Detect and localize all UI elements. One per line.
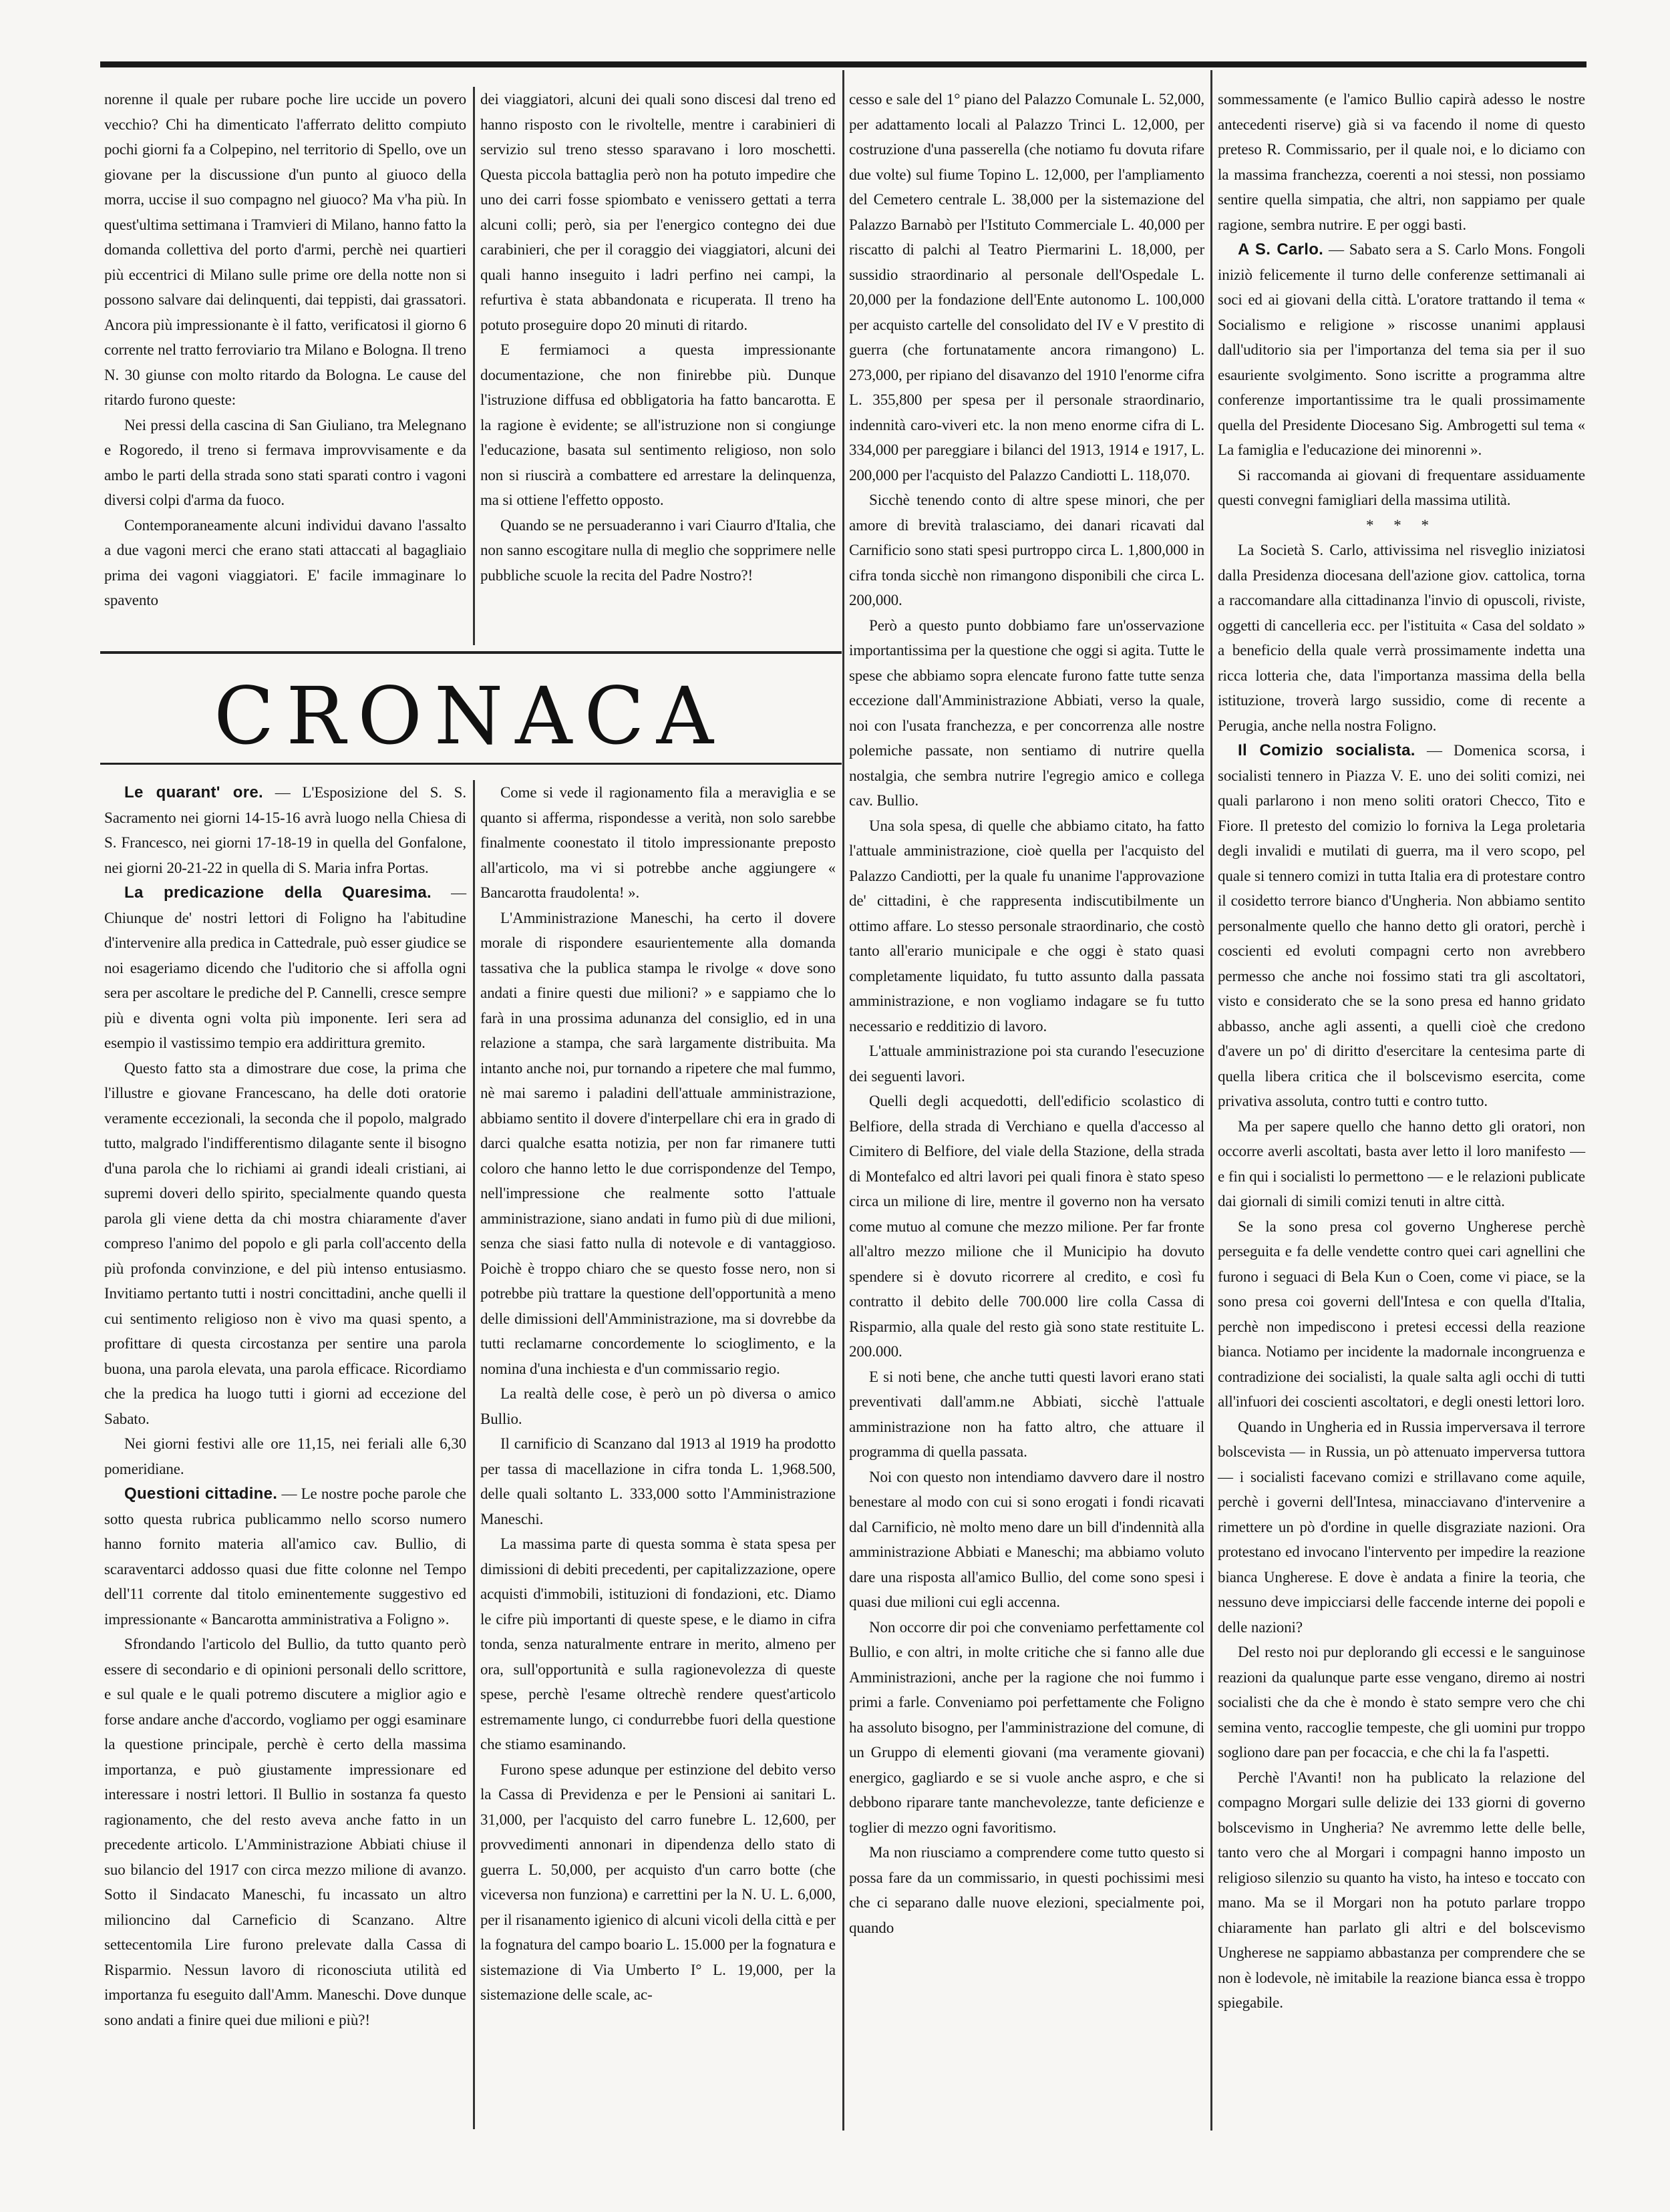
article-paragraph: [480, 513, 836, 588]
column-divider: [1210, 70, 1212, 2131]
article-paragraph: [104, 1632, 466, 2032]
article-paragraph-with-heading: [1218, 237, 1585, 463]
section-rule-top: [100, 651, 842, 654]
article-text: — L'Esposizione del S. S. Sacramento nei giorni 14-15-16 avrà luogo nella Chiesa di S. Francesco, nei giorni 17-18-19 in quella del Gonfalone, nei giorni 20-21-22 in quella di S. Maria infra Portas.: [104, 784, 466, 876]
article-paragraph: [104, 413, 466, 513]
article-text: Il carnificio di Scanzano dal 1913 al 1919 ha prodotto per tassa di macellazione in cifra tonda L. 1,968.500, delle quali soltanto L. 333,000 sotto l'Amministrazione Maneschi.: [480, 1435, 836, 1527]
article-paragraph: [1218, 1214, 1585, 1415]
article-text: La Società S. Carlo, attivissima nel risveglio iniziatosi dalla Presidenza diocesana dell'azione giov. cattolica, torna a raccomandare alla cittadinanza l'invio di opuscoli, riviste, oggetti di cancelleria ecc. per l'istituita « Casa del soldato » a beneficio della quale verrà prossimamente indetta una ricca lotteria che, data l'importanza massima della bella istituzione, troverà largo sussidio, come di recente a Perugia, anche nella nostra Foligno.: [1218, 542, 1585, 734]
article-paragraph: [849, 87, 1204, 488]
article-heading: Le quarant' ore.: [124, 783, 263, 801]
article-paragraph: [104, 513, 466, 613]
article-paragraph: [1218, 87, 1585, 237]
article-paragraph: [480, 1431, 836, 1531]
article-text: Non occorre dir poi che conveniamo perfettamente col Bullio, e con altri, in molte critiche che si fanno alle due Amministrazioni, anche per la ragione che noi fummo i primi a farle. Conveniamo poi perfettamente che Foligno ha assoluto bisogno, per l'amministrazione del comune, di un Gruppo di elementi giovani (ma veramente giovani) energico, gagliardo e se si vuole anche aspro, e che si debbono riparare tante manchevolezze, tante deficienze e toglier di mezzo ogni favoritismo.: [849, 1618, 1204, 1836]
article-text: — Sabato sera a S. Carlo Mons. Fongoli iniziò felicemente il turno delle conferenze settimanali ai soci ed ai giovani della città. L'oratore trattando il tema « Socialismo e religione » riscosse unanimi applausi dall'uditorio sia per l'importanza del tema sia per il suo esauriente svolgimento. Sono iscritte a programma altre conferenze importantissime tra le quali prossimamente quella del Presidente Diocesano Sig. Ambrogetti sul tema « La famiglia e l'educazione dei minorenni ».: [1218, 241, 1585, 458]
article-paragraph: [104, 1431, 466, 1481]
article-text: norenne il quale per rubare poche lire uccide un povero vecchio? Chi ha dimenticato l'afferrato delitto compiuto pochi giorni fa a Colpepino, nel territorio di Spello, ove un giovane per la discussione d'un punto al giuoco della morra, uccise il suo compagno nel giuoco? Ma v'ha più. In quest'ultima settimana i Tramvieri di Milano, hanno fatto la domanda collettiva del porto d'armi, perchè nei quartieri più eccentrici di Milano sulle prime ore della notte non si possono salvare dai delinquenti, dai teppisti, dai grassatori. Ancora più impressionante è il fatto, verificatosi il giorno 6 corrente nel tratto ferroviario tra Milano e Bologna. Il treno N. 30 giunse con molto ritardo da Bologna. Le cause del ritardo furono queste:: [104, 91, 466, 408]
article-paragraph-with-heading: [104, 880, 466, 1056]
top-rule: [100, 61, 1586, 67]
article-text: Come si vede il ragionamento fila a meraviglia e se quanto si afferma, rispondesse a verità, non solo sarebbe finalmente coonestato il titolo impressionante preposto all'articolo, ma vi si potrebbe anche aggiungere « Bancarotta fraudolenta! ».: [480, 784, 836, 901]
column-divider: [842, 70, 844, 2131]
article-heading: A S. Carlo.: [1238, 240, 1324, 258]
article-heading: La predicazione della Quaresima.: [124, 884, 432, 902]
article-paragraph: [849, 613, 1204, 813]
article-text: E si noti bene, che anche tutti questi lavori erano stati preventivati dall'amm.ne Abbiati, sicchè l'attuale amministrazione non ha fatto altro, che attuare il programma di quella passata.: [849, 1368, 1204, 1460]
column-divider: [473, 780, 475, 2129]
article-paragraph: [1218, 513, 1585, 538]
column-4: [1218, 87, 1585, 2016]
article-text: dei viaggiatori, alcuni dei quali sono discesi dal treno ed hanno risposto con le rivoltelle, mentre i carabinieri di servizio sul treno stesso sparavano i loro moschetti. Questa piccola battaglia però non ha potuto impedire che uno dei carri fosse spiombato e venissero gettati a terra alcuni colli; però, sia per l'energico contegno dei due carabinieri, che per il coraggio dei viaggiatori, alcuni dei quali hanno inseguito i ladri perfino nei campi, la refurtiva è stata abbandonata e ricuperata. Il treno ha potuto proseguire dopo 20 minuti di ritardo.: [480, 91, 836, 333]
article-paragraph: [1218, 1640, 1585, 1765]
article-heading: Questioni cittadine.: [124, 1485, 278, 1503]
article-paragraph: [1218, 1765, 1585, 2016]
article-paragraph: [849, 1840, 1204, 1940]
article-paragraph: [849, 488, 1204, 613]
article-text: Se la sono presa col governo Ungherese perchè perseguita e fa delle vendette contro quei cari agnellini che furono i seguaci di Bela Kun o Coen, come vi piace, se la sono presa coi governi dell'Intesa e con quella d'Italia, perchè non impediscono i pretesi eccessi della reazione bianca. Notiamo per incidente la madornale incongruenza e contradizione dei socialisti, la quale salta agli occhi di tutti all'infuori dei coscienti ascoltatori, e degli onesti lettori loro.: [1218, 1218, 1585, 1410]
article-paragraph: [480, 1531, 836, 1757]
article-text: Una sola spesa, di quelle che abbiamo citato, ha fatto l'attuale amministrazione, cioè quella per l'acquisto del Palazzo Candiotti, per la quale fu unanime l'approvazione de' cittadini, è che rappresenta indiscutibilmente un ottimo affare. Lo stesso personale straordinario, che costò tanto all'erario municipale e che oggi è stato quasi completamente liquidato, fu tutto assunto dalla passata amministrazione, e non vogliamo indagare se fu tutto necessario e redditizio di lavoro.: [849, 817, 1204, 1035]
article-paragraph: [1218, 463, 1585, 513]
article-text: Questo fatto sta a dimostrare due cose, la prima che l'illustre e giovane Francescano, ha delle doti oratorie veramente eccezionali, la seconda che il popolo, malgrado tutto, malgrado l'indifferentismo dilagante sente il bisogno d'una parola che lo richiami ai grandi ideali cristiani, ai supremi doveri dello spirito, specialmente quando questa parola gli viene detta da chi mostra chiaramente d'aver compreso l'animo del popolo e gli parla coll'accento della più profonda convinzione, e del più intenso entusiasmo. Invitiamo pertanto tutti i nostri concittadini, anche quelli il cui sentimento religioso non è vivo ma quasi spento, a profittare di questa circostanza per sentire una parola buona, una parola elevata, una parola efficace. Ricordiamo che la predica ha luogo tutti i giorni ad eccezione del Sabato.: [104, 1059, 466, 1427]
article-paragraph: [480, 780, 836, 906]
article-text: Contemporaneamente alcuni individui davano l'assalto a due vagoni merci che erano stati attaccati al bagagliaio prima dei vagoni viaggiatori. E' facile immaginare lo spavento: [104, 516, 466, 608]
article-text: Quando in Ungheria ed in Russia imperversava il terrore bolscevista — in Russia, un pò attenuato imperversa tuttora — i socialisti facevano comizi e strillavano come aquile, perchè i governi dell'Intesa, minacciavano d'intervenire a rimettere un pò d'ordine in quelle disgraziate nazioni. Ora protestano ed invocano l'intervento per impedire la reazione bianca Ungherese. E dove è andata a finire la teoria, che nessuno deve impicciarsi delle faccende interne dei popoli e delle nazioni?: [1218, 1418, 1585, 1636]
article-paragraph: [480, 1757, 836, 2008]
article-paragraph: [1218, 1415, 1585, 1640]
article-paragraph: [849, 1615, 1204, 1841]
article-paragraph: [104, 87, 466, 413]
article-paragraph: [849, 1465, 1204, 1615]
article-text: Perchè l'Avanti! non ha publicato la relazione del compagno Morgari sulle delizie dei 133 giorni di governo bolscevismo in Ungheria? Ne avremmo lette delle belle, tanto vero che al Morgari i compagni hanno imposto un religioso silenzio su quanto ha visto, ha inteso e toccato con mano. Ma se il Morgari non ha potuto parlare troppo chiaramente han parlato gli altri e del bolscevismo Ungherese ne sappiamo abbastanza per comprendere che se non è lodevole, nè imitabile la reazione bianca essa è troppo spiegabile.: [1218, 1769, 1585, 2011]
article-text: — Domenica scorsa, i socialisti tennero in Piazza V. E. uno dei soliti comizi, nei quali parlarono i non meno soliti oratori Checco, Tito e Fiore. Il pretesto del comizio lo forniva la Lega proletaria degli invalidi e mutilati di guerra, ma il vero scopo, pel quale si tennero comizi in tutta Italia era di protestare contro il cosidetto terrore bianco d'Ungheria. Non abbiamo sentito personalmente quello che hanno detto gli oratori, perchè i coscienti ed evoluti compagni certo non avrebbero permesso che anche noi fossimo stati tra gli ascoltatori, visto e considerato che se la sono presa ed hanno gridato abbasso, anche agli assenti, a quelli cioè che credono d'avere un po' di diritto d'esercitare la centesima parte di quella libera critica che il bolscevismo esercita, come privativa assoluta, contro tutti e contro tutto.: [1218, 742, 1585, 1109]
article-text: — Chiunque de' nostri lettori di Foligno ha l'abitudine d'intervenire alla predica in Cattedrale, può esser giudice se noi esageriamo dicendo che l'uditorio che si affolla ogni sera per ascoltare le prediche del P. Cannelli, cresce sempre più e diventa ogni volta più imponente. Ieri sera ad esempio il vastissimo tempio era addirittura gremito.: [104, 884, 466, 1051]
article-text: L'attuale amministrazione poi sta curando l'esecuzione dei seguenti lavori.: [849, 1043, 1204, 1085]
section-rule-bottom: [100, 763, 842, 765]
article-paragraph: [849, 1089, 1204, 1364]
column-divider: [473, 87, 475, 645]
article-text: Quando se ne persuaderanno i vari Ciaurro d'Italia, che non sanno escogitare nulla di meglio che sopprimere nelle pubbliche scuole la recita del Padre Nostro?!: [480, 516, 836, 584]
article-paragraph-with-heading: [1218, 738, 1585, 1114]
article-paragraph-with-heading: [104, 1481, 466, 1632]
article-text: Ma per sapere quello che hanno detto gli oratori, non occorre averli ascoltati, basta aver letto il loro manifesto — e fin qui i socialisti lo permettono — e le relazioni publicate dai giornali di simili comizi tenuti in altre città.: [1218, 1117, 1585, 1210]
article-text: sommessamente (e l'amico Bullio capirà adesso le nostre antecedenti riserve) già si va facendo il nome di questo preteso R. Commissario, per il quale noi, e lo diciamo con la massima franchezza, coerenti a noi stessi, non possiamo sentire quella simpatia, che altri, non sappiamo per quale ragione, sembra nutrire. E per oggi basti.: [1218, 91, 1585, 233]
article-paragraph: [1218, 538, 1585, 738]
section-title: CRONACA: [214, 670, 725, 762]
article-paragraph: [480, 1381, 836, 1431]
column-1-lower: [104, 780, 466, 2032]
column-1-upper: [104, 87, 466, 613]
article-text: Però a questo punto dobbiamo fare un'osservazione importantissima per la questione che oggi si agita. Tutte le spese che abbiamo sopra elencate furono fatte tutte senza eccezione dall'Amministrazione Abbiati, verso la quale, noi con l'usata franchezza, e per concorrenza alle nostre polemiche passate, non sentiamo di nutrire quella nostalgia, che sembra nutrire l'egregio amico e collega cav. Bullio.: [849, 616, 1204, 809]
article-text: * * *: [1366, 516, 1437, 534]
article-paragraph: [849, 1364, 1204, 1465]
article-paragraph: [480, 337, 836, 513]
article-paragraph: [849, 813, 1204, 1039]
article-paragraph: [1218, 1114, 1585, 1214]
article-text: Furono spese adunque per estinzione del debito verso la Cassa di Previdenza e per le Pensioni ai sanitari L. 31,000, per l'acquisto del carro funebre L. 12,600, per provvedimenti annonari in dipendenza dello stato di guerra L. 50,000, per acquisto d'un carro botte (che viceversa non funziona) e carrettini per la N. U. L. 6,000, per il risanamento igienico di alcuni vicoli della città e per la fognatura del campo boario L. 15.000 per la fognatura e sistemazione di Via Umberto I° L. 19,000, per la sistemazione delle scale, ac-: [480, 1761, 836, 2003]
article-text: Nei pressi della cascina di San Giuliano, tra Melegnano e Rogoredo, il treno si fermava improvvisamente e da ambo le parti della strada sono stati sparati contro i vagoni diversi colpi d'arma da fuoco.: [104, 416, 466, 508]
article-text: Sfrondando l'articolo del Bullio, da tutto quanto però essere di secondario e di opinioni personali dello scrittore, e sul quale e le quali potremo discutere a miglior agio e forse andare anche d'accordo, vogliamo per oggi esaminare la questione principale, perchè è certo della massima importanza, e può giustamente impressionare ed interessare i nostri lettori. Il Bullio in sostanza fa questo ragionamento, che del resto aveva anche fatto in un precedente articolo. L'Amministrazione Abbiati chiuse il suo bilancio del 1917 con circa mezzo milione di avanzo. Sotto il Sindacato Maneschi, fu incassato un altro milioncino dal Carneficio di Scanzano. Altre settecentomila Lire furono prelevate dalla Cassa di Risparmio. Nessun lavoro di riconosciuta utilità ed importanza fu eseguito dall'Amm. Maneschi. Dove dunque sono andati a finire quei due milioni e più?!: [104, 1636, 466, 2028]
article-text: Quelli degli acquedotti, dell'edificio scolastico di Belfiore, della strada di Verchiano e quella d'accesso al Cimitero di Belfiore, del viale della Stazione, della strada di Montefalco ed altri lavori pei quali finora è stato speso circa un milione di lire, mentre il governo non ha versato come mutuo al comune che mezzo milione. Per far fronte all'altro mezzo milione che il Municipio ha dovuto spendere si è dovuto ricorrere al credito, e così fu contratto il debito delle 700.000 lire colla Cassa di Risparmio, alla quale del resto già sono state restituite L. 200.000.: [849, 1093, 1204, 1360]
article-text: Nei giorni festivi alle ore 11,15, nei feriali alle 6,30 pomeridiane.: [104, 1435, 466, 1477]
article-text: La massima parte di questa somma è stata spesa per dimissioni di debiti precedenti, per capitalizzazione, opere acquisti d'immobili, istituzioni di fondazioni, etc. Diamo le cifre più importanti di queste spese, e le diamo in cifra tonda, senza naturalmente entrare in merito, almeno per ora, sull'opportunità e sulla ragionevolezza di queste spese, perchè l'esame oltrechè rendere quest'articolo estremamente lungo, ci condurrebbe fuori della questione che stiamo esaminando.: [480, 1535, 836, 1753]
article-paragraph: [480, 906, 836, 1382]
column-3: [849, 87, 1204, 1940]
article-text: La realtà delle cose, è però un pò diversa o amico Bullio.: [480, 1385, 836, 1427]
article-text: Del resto noi pur deplorando gli eccessi e le sanguinose reazioni da qualunque parte esse vengano, diremo ai nostri socialisti che da che è mondo è stato sempre vero che chi semina vento, raccoglie tempeste, che gli uomini pur troppo sogliono dare pan per focaccia, e che chi la fa l'aspetti.: [1218, 1644, 1585, 1761]
article-paragraph: [104, 1056, 466, 1432]
column-2-lower: [480, 780, 836, 2008]
article-paragraph: [849, 1039, 1204, 1089]
article-paragraph-with-heading: [104, 780, 466, 880]
article-text: Noi con questo non intendiamo davvero dare il nostro benestare al modo con cui si sono erogati i fondi ricavati dal Carnificio, nè molto meno dare un bill d'indennità alla amministrazione Abbiati e Maneschi; ma abbiamo voluto dare una risposta all'amico Bullio, del come sono spesi i quasi due milioni cui egli accenna.: [849, 1468, 1204, 1610]
column-2-upper: [480, 87, 836, 588]
article-text: E fermiamoci a questa impressionante documentazione, che non finirebbe più. Dunque l'istruzione diffusa ed obbligatoria ha fatto bancarotta. E la ragione è evidente; se all'istruzione non si congiunge l'educazione, basata sul sentimento religioso, non solo non si riuscirà a combattere ed arrestare la delinquenza, ma si ottiene l'effetto opposto.: [480, 341, 836, 508]
article-heading: Il Comizio socialista.: [1238, 741, 1415, 759]
article-text: L'Amministrazione Maneschi, ha certo il dovere morale di rispondere esaurientemente alla domanda tassativa che la publica stampa le rivolge « dove sono andati a finire questi due milioni? » e sappiamo che lo farà in una prossima adunanza del consiglio, ed in una relazione a stampa, che sarà largamente distribuita. Ma intanto anche noi, pur tornando a ripetere che mal fummo, nè mai saremo i paladini dell'attuale amministrazione, abbiamo sentito il dovere d'interpellare chi era in grado di darci qualche esatta notizia, per non far rimanere tutti coloro che hanno letto le due corrispondenze del Tempo, nell'impressione che realmente sotto l'attuale amministrazione, siano andati in fumo più di due milioni, senza che siasi fatto nulla di notevole e di vantaggioso. Poichè è troppo chiaro che se questo fosse nero, non si potrebbe più trattare la questione dell'opportunità a meno delle dimissioni dell'Amministrazione, ma si dovrebbe da tutti reclamarne concordemente lo scioglimento, e la nomina d'una inchiesta e d'un commissario regio.: [480, 909, 836, 1377]
article-text: — Le nostre poche parole che sotto questa rubrica publicammo nello scorso numero hanno fornito materia all'amico cav. Bullio, di scaraventarci addosso quasi due fitte colonne nel Tempo dell'11 corrente dal titolo eminentemente suggestivo ed impressionante « Bancarotta amministrativa a Foligno ».: [104, 1485, 466, 1628]
article-text: Si raccomanda ai giovani di frequentare assiduamente questi convegni famigliari della massima utilità.: [1218, 466, 1585, 508]
article-text: cesso e sale del 1° piano del Palazzo Comunale L. 52,000, per adattamento locali al Palazzo Trinci L. 12,000, per costruzione d'una passerella (che notiamo fu dovuta rifare due volte) sul fiume Topino L. 12,000, per l'ampliamento del Cemetero centrale L. 38,000 per la sistemazione del Palazzo Barnabò per l'Istituto Commerciale L. 40,000 per riscatto di palchi al Teatro Piermarini L. 18,000, per sussidio straordinario al personale dell'Ospedale L. 20,000 per la fondazione dell'Ente autonomo L. 100,000 per acquisto cartelle del consolidato del IV e V prestito di guerra (che fortunatamente ancora rimangono) L. 273,000, per ripiano del disavanzo del 1910 l'enorme cifra L. 355,800 per spesa per il personale straordinario, indennità caro-viveri etc. la non meno enorme cifra di L. 334,000 per pareggiare i bilanci del 1913, 1914 e 1917, L. 200,000 per l'acquisto del Palazzo Candiotti L. 118,070.: [849, 91, 1204, 484]
article-paragraph: [480, 87, 836, 337]
article-text: Sicchè tenendo conto di altre spese minori, che per amore di brevità tralasciamo, dei danari ricavati dal Carnificio sono stati spesi purtroppo circa L. 1,800,000 in cifra tonda sicchè non rimangono disponibili che circa L. 200,000.: [849, 492, 1204, 608]
article-text: Ma non riusciamo a comprendere come tutto questo si possa fare da un commissario, in questi pochissimi mesi che ci separano dalle nuove elezioni, specialmente poi, quando: [849, 1844, 1204, 1936]
